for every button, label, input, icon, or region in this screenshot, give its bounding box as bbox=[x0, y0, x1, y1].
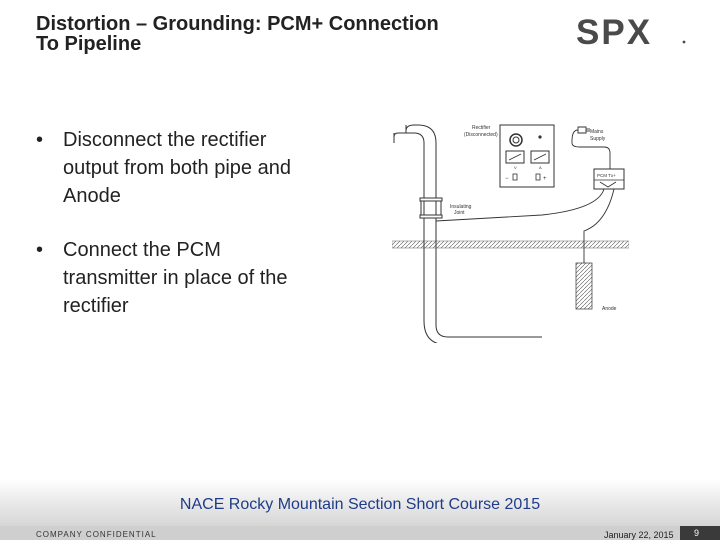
mains-label-1: Mains bbox=[590, 129, 604, 135]
terminal-minus: − bbox=[505, 176, 509, 182]
pcm-transmitter bbox=[594, 169, 624, 189]
bullet-1-line-2: output from both pipe and bbox=[63, 157, 291, 179]
joint-label-1: Insulating bbox=[450, 204, 472, 210]
bullet-item-2 bbox=[36, 236, 366, 320]
bullet-dot: • bbox=[36, 239, 44, 261]
bullet-2-line-2: transmitter in place of the bbox=[63, 267, 288, 289]
bullet-2-line-1: Connect the PCM bbox=[63, 239, 221, 261]
bullet-dot: • bbox=[36, 129, 44, 151]
spx-logo bbox=[574, 14, 688, 50]
meter-a-label: A bbox=[539, 165, 542, 170]
page-number-box bbox=[680, 526, 720, 540]
bullet-item-1 bbox=[36, 126, 366, 210]
bullet-2-line-3: rectifier bbox=[63, 295, 129, 317]
slide-title-line-1: Distortion – Grounding: PCM+ Connection bbox=[36, 13, 439, 35]
pcm-label: PCM Tx+ bbox=[597, 173, 616, 178]
slide-title bbox=[36, 14, 556, 54]
slide-date: January 22, 2015 bbox=[604, 530, 674, 540]
meter-v-label: V bbox=[514, 165, 517, 170]
rectifier-label-1: Rectifier bbox=[472, 125, 491, 131]
anode-label: Anode bbox=[602, 306, 617, 312]
slide-title-line-2: To Pipeline bbox=[36, 33, 142, 55]
page-number: 9 bbox=[694, 528, 700, 538]
mains-label-2: Supply bbox=[590, 136, 606, 142]
bullet-list bbox=[36, 126, 366, 346]
bullet-1-line-3: Anode bbox=[63, 185, 121, 207]
ground-line bbox=[392, 241, 629, 248]
rectifier-label-2: (Disconnected) bbox=[464, 132, 498, 138]
joint-label-2: Joint bbox=[454, 210, 465, 216]
anode bbox=[576, 263, 592, 309]
footer-course-title: NACE Rocky Mountain Section Short Course 2015 bbox=[179, 496, 541, 513]
bullet-1-line-1: Disconnect the rectifier bbox=[63, 129, 267, 151]
rectifier-switch-icon bbox=[538, 135, 541, 138]
terminal-plus: + bbox=[543, 176, 547, 182]
rectifier-box bbox=[500, 125, 554, 187]
spx-logo-text: SPX bbox=[576, 14, 653, 50]
pipeline-diagram bbox=[392, 113, 629, 343]
confidential-label: COMPANY CONFIDENTIAL bbox=[36, 530, 157, 539]
